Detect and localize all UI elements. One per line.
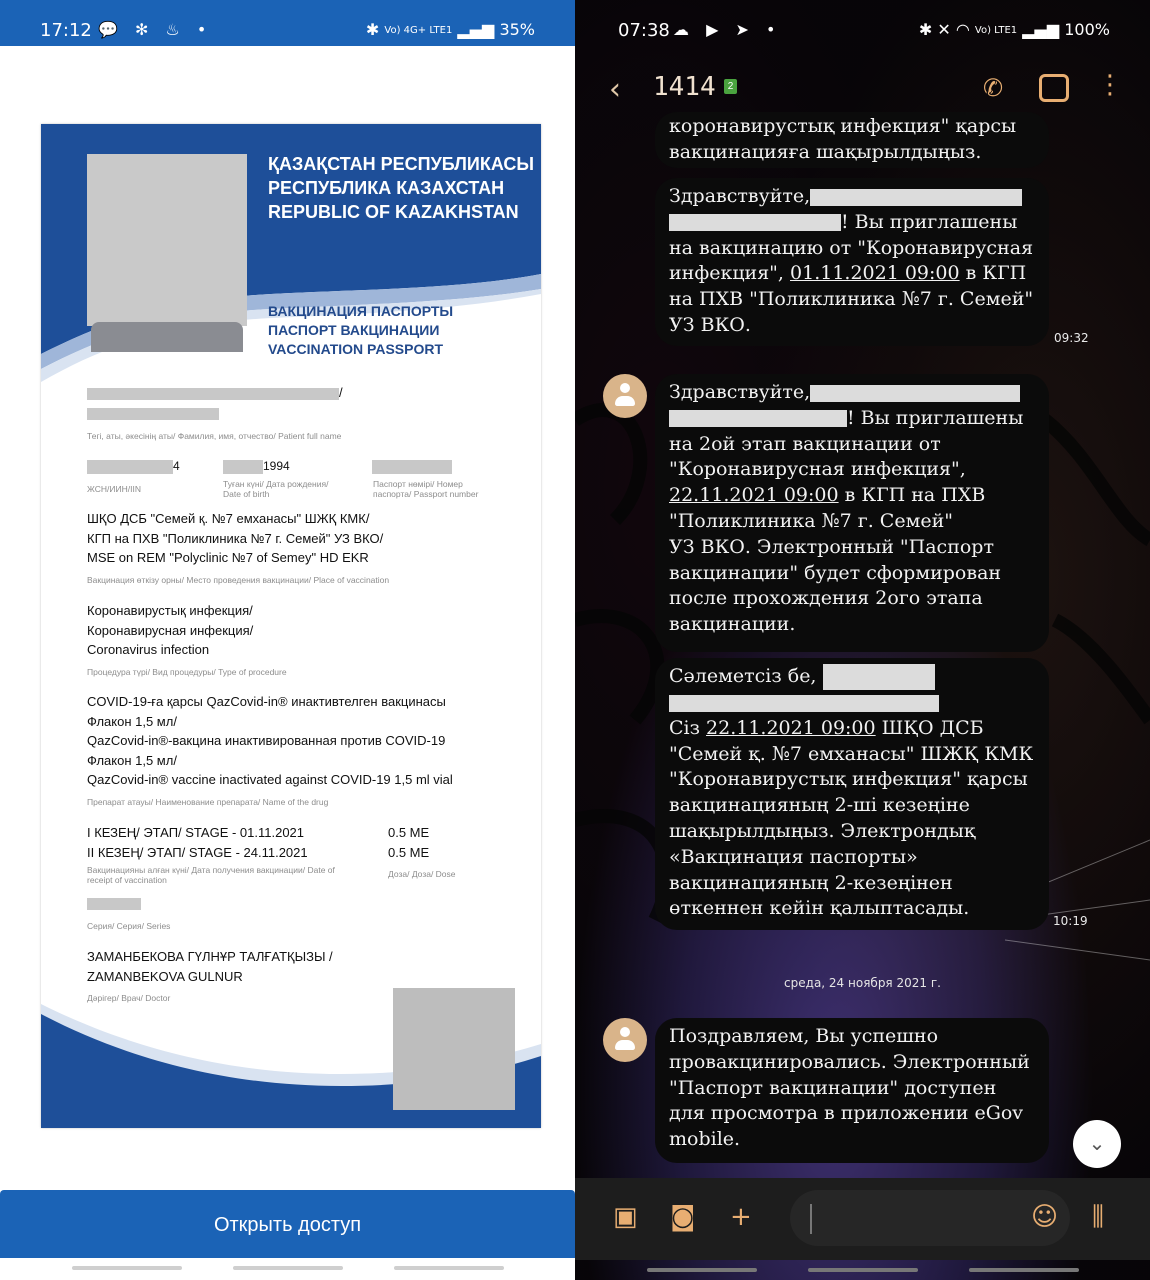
bluetooth-icon: ✱	[365, 20, 380, 39]
date-caption: Вакцинацияны алған күні/ Дата получения вакцинации/ Date of receipt of vaccination	[87, 865, 335, 885]
open-access-button[interactable]: Открыть доступ	[0, 1190, 575, 1258]
name-caption: Тегі, аты, әкесінің аты/ Фамилия, имя, отчество/ Patient full name	[87, 431, 342, 441]
doctor-caption: Дәрігер/ Врач/ Doctor	[87, 993, 171, 1003]
message-bubble[interactable]: Здравствуйте, ! Вы приглашены на 2ой этап вакцинации от "Коронавирусная инфекция", 22.11.2021 09:00 в КГП на ПХВ "Поликлиника №7 г. Семей" УЗ ВКО. Электронный "Паспорт вакцинации" будет сформирован после прохождения 2ого этапа вакцинации.	[655, 374, 1049, 652]
contact-name[interactable]: 1414	[653, 72, 716, 102]
conversation-app-bar	[575, 62, 1150, 112]
dose-caption: Доза/ Доза/ Dose	[388, 869, 456, 879]
passport-number-redacted	[372, 460, 452, 474]
iin-suffix: 4	[173, 459, 180, 473]
video-call-icon[interactable]	[1039, 74, 1069, 102]
sender-avatar[interactable]	[603, 1018, 647, 1062]
network-indicator: Vo) LTE1	[974, 24, 1018, 36]
add-attachment-icon[interactable]: +	[730, 1202, 752, 1232]
date-separator: среда, 24 ноября 2021 г.	[784, 976, 941, 990]
nav-back[interactable]	[394, 1266, 504, 1270]
back-arrow-icon[interactable]: ‹	[609, 72, 621, 107]
sticker-icon[interactable]: ☺	[1031, 1202, 1059, 1232]
iin-caption: ЖСН/ИИН/IIN	[87, 484, 141, 494]
stage-2-date: II КЕЗЕҢ/ ЭТАП/ STAGE - 24.11.2021	[87, 844, 308, 860]
nav-home[interactable]	[808, 1268, 918, 1272]
name-slash: /	[339, 385, 343, 400]
iin-redacted	[87, 460, 173, 474]
battery-level: 100%	[1064, 20, 1110, 39]
mute-icon: ✕	[937, 20, 951, 39]
notification-icons: 💬 ✻ ♨ •	[98, 20, 213, 39]
vaccination-passport-document	[41, 124, 541, 1128]
message-bubble[interactable]: коронавирустық инфекция" қарсы вакцинацияға шақырылдыңыз.	[655, 112, 1049, 168]
name-redacted	[87, 388, 339, 400]
notification-icons: ☁ ▶ ➤ •	[673, 20, 782, 39]
camera-icon[interactable]: ◙	[670, 1202, 696, 1232]
status-bar	[575, 0, 1150, 60]
voice-input-icon[interactable]: ⫼	[1092, 1202, 1104, 1232]
vaccination-stages	[87, 823, 308, 862]
sender-avatar[interactable]	[603, 374, 647, 418]
nav-recents[interactable]	[647, 1268, 757, 1272]
passport-title: ҚАЗАҚСТАН РЕСПУБЛИКАСЫ РЕСПУБЛИКА КАЗАХСТАН REPUBLIC OF KAZAKHSTAN	[268, 154, 535, 222]
sms-conversation-pane	[575, 0, 1150, 1280]
dob-redacted	[223, 460, 263, 474]
drug-caption: Препарат атауы/ Наименование препарата/ Name of the drug	[87, 797, 329, 807]
signal-icon: ▂▄▆	[457, 20, 495, 39]
stage-1-dose: 0.5 МЕ	[388, 825, 430, 840]
drug-name: COVID-19-ға қарсы QazCovid-in® инактивтелген вакцинасы Флакон 1,5 мл/ QazCovid-in®-вакцина инактивированная против COVID-19 Флакон 1,5 мл/ QazCovid-in® vaccine inactivated against COVID-19 1,5 ml vial	[87, 694, 453, 787]
stage-2-dose: 0.5 МЕ	[388, 844, 430, 860]
place-caption: Вакцинация өткізу орны/ Место проведения вакцинации/ Place of vaccination	[87, 575, 390, 585]
phone-call-icon[interactable]: ✆	[983, 75, 1004, 102]
message-bubble[interactable]: Сәлеметсіз бе, Сіз 22.11.2021 09:00 ШҚО ДСБ "Семей қ. №7 емханасы" ШЖҚ КМК "Коронавирустық инфекция" қарсы вакцинацияның 2-ші кезеңіне шақырылдыңыз. Электрондық «Вакцинация паспорты» вакцинацияның 2-кезеңінен өткеннен кейін қалыптасады.	[655, 658, 1049, 930]
vaccination-doses	[388, 823, 429, 862]
qr-code-redacted	[393, 988, 515, 1110]
status-time: 17:12	[40, 20, 92, 41]
signal-icon: ▂▄▆	[1022, 20, 1060, 39]
battery-level: 35%	[499, 20, 535, 39]
network-indicator: Vo) 4G+ LTE1	[384, 24, 453, 36]
series-caption: Серия/ Серия/ Series	[87, 921, 171, 931]
series-redacted	[87, 898, 141, 910]
message-input[interactable]	[790, 1190, 1070, 1246]
message-time: 09:32	[1054, 331, 1089, 345]
stage-1-date: I КЕЗЕҢ/ ЭТАП/ STAGE - 01.11.2021	[87, 825, 305, 840]
doctor-name: ЗАМАНБЕКОВА ГҮЛНҰР ТАЛҒАТҚЫЗЫ / ZAMANBEKOVA GULNUR	[87, 949, 333, 984]
chevron-down-icon: ⌄	[1088, 1133, 1106, 1155]
dob-caption: Туған күні/ Дата рождения/ Date of birth	[223, 479, 329, 499]
status-right	[919, 20, 1110, 39]
nav-home[interactable]	[233, 1266, 343, 1270]
message-input-bar	[575, 1178, 1150, 1260]
status-bar	[0, 0, 575, 46]
photo-shoulders	[91, 322, 243, 352]
name-redacted-2	[87, 408, 219, 420]
nav-back[interactable]	[969, 1268, 1079, 1272]
wifi-icon: ◠	[955, 20, 970, 39]
passport-subtitle: ВАКЦИНАЦИЯ ПАСПОРТЫ ПАСПОРТ ВАКЦИНАЦИИ VACCINATION PASSPORT	[268, 303, 454, 357]
gallery-icon[interactable]: ▣	[613, 1202, 638, 1232]
birth-year: 1994	[263, 459, 290, 473]
place-of-vaccination: ШҚО ДСБ "Семей қ. №7 емханасы" ШЖҚ КМК/ КГП на ПХВ "Поликлиника №7 г. Семей" УЗ ВКО/ MSE on REM "Polyclinic №7 of Semey" HD EKR	[87, 511, 384, 565]
sim-badge: 2	[724, 79, 737, 94]
passport-number-caption: Паспорт нөмірі/ Номер паспорта/ Passport number	[373, 479, 479, 499]
message-bubble[interactable]: Здравствуйте, ! Вы приглашены на вакцинацию от "Коронавирусная инфекция", 01.11.2021 09:00 в КГП на ПХВ "Поликлиника №7 г. Семей" УЗ ВКО.	[655, 178, 1049, 346]
status-time: 07:38	[618, 20, 670, 41]
more-options-icon[interactable]: ⋮	[1097, 70, 1123, 100]
scroll-to-bottom-button[interactable]	[1073, 1120, 1121, 1168]
nav-recents[interactable]	[72, 1266, 182, 1270]
bluetooth-icon: ✱	[918, 20, 933, 39]
photo-redacted	[87, 154, 247, 326]
message-time: 10:19	[1053, 914, 1088, 928]
status-right	[366, 20, 535, 39]
procedure-type: Коронавирустық инфекция/ Коронавирусная инфекция/ Coronavirus infection	[87, 603, 254, 657]
text-cursor	[810, 1204, 812, 1234]
procedure-caption: Процедура түрі/ Вид процедуры/ Type of procedure	[87, 667, 287, 677]
message-bubble[interactable]: Поздравляем, Вы успешно провакцинировались. Электронный "Паспорт вакцинации" доступен для просмотра в приложении eGov mobile.	[655, 1018, 1049, 1163]
